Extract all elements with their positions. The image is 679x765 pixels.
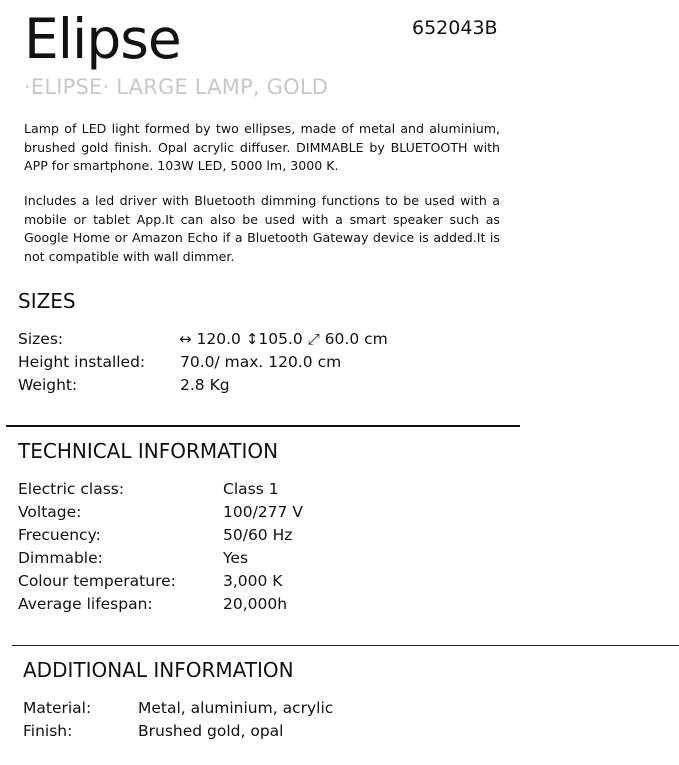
electric-class-label: Electric class: <box>18 480 125 498</box>
average-lifespan-label: Average lifespan: <box>18 595 153 613</box>
material-label: Material: <box>23 699 92 717</box>
technical-table <box>18 478 498 618</box>
table-row <box>18 593 498 616</box>
sizes-heading: SIZES <box>18 289 76 313</box>
dimmable-value: Yes <box>223 549 249 567</box>
height-value: 105.0 <box>258 330 303 348</box>
sizes-table <box>18 328 498 398</box>
product-subtitle: ·ELIPSE· LARGE LAMP, GOLD <box>24 75 329 99</box>
table-row <box>18 570 498 593</box>
additional-table <box>23 697 503 743</box>
colour-temperature-value: 3,000 K <box>223 572 283 590</box>
height-installed-row <box>18 351 498 374</box>
dimensions-value <box>179 328 388 351</box>
electric-class-value: Class 1 <box>223 480 279 498</box>
product-title: Elipse <box>24 7 181 71</box>
product-reference: 652043B <box>412 17 498 39</box>
section-divider <box>6 425 520 427</box>
section-divider <box>12 645 679 646</box>
material-value: Metal, aluminium, acrylic <box>138 699 334 717</box>
additional-heading: ADDITIONAL INFORMATION <box>23 658 294 682</box>
table-row <box>18 547 498 570</box>
height-arrow-icon: ↕ <box>245 330 259 348</box>
depth-value: 60.0 cm <box>324 330 388 348</box>
table-row <box>23 720 503 743</box>
height-installed-value: 70.0/ max. 120.0 cm <box>180 353 342 371</box>
width-value: 120.0 <box>196 330 241 348</box>
frequency-label: Frecuency: <box>18 526 101 544</box>
dimmable-label: Dimmable: <box>18 549 103 567</box>
sizes-label: Sizes: <box>18 330 64 348</box>
weight-value: 2.8 Kg <box>180 376 230 394</box>
weight-row <box>18 374 498 397</box>
voltage-value: 100/277 V <box>223 503 303 521</box>
finish-value: Brushed gold, opal <box>138 722 284 740</box>
height-installed-label: Height installed: <box>18 353 146 371</box>
colour-temperature-label: Colour temperature: <box>18 572 176 590</box>
description-paragraph-2: Includes a led driver with Bluetooth dimming functions to be used with a mobile or tablet App.It can also be used with a smart speaker such as Google Home or Amazon Echo if a Bluetooth Gateway device is added.It is not compatible with wall dimmer. <box>24 193 500 264</box>
description-paragraph-1: Lamp of LED light formed by two ellipses, made of metal and aluminium, brushed gold finish. Opal acrylic diffuser. DIMMABLE by BLUETOOTH with APP for smartphone. 103W LED, 5000 lm, 3000 K. <box>24 121 500 173</box>
table-row <box>18 524 498 547</box>
technical-heading: TECHNICAL INFORMATION <box>18 439 279 463</box>
table-row <box>18 501 498 524</box>
table-row <box>23 697 503 720</box>
finish-label: Finish: <box>23 722 73 740</box>
table-row <box>18 478 498 501</box>
weight-label: Weight: <box>18 376 78 394</box>
average-lifespan-value: 20,000h <box>223 595 288 613</box>
depth-arrow-icon: ⤢ <box>307 330 320 348</box>
frequency-value: 50/60 Hz <box>223 526 293 544</box>
voltage-label: Voltage: <box>18 503 82 521</box>
sizes-row <box>18 328 498 351</box>
width-arrow-icon: ↔ <box>179 330 192 348</box>
